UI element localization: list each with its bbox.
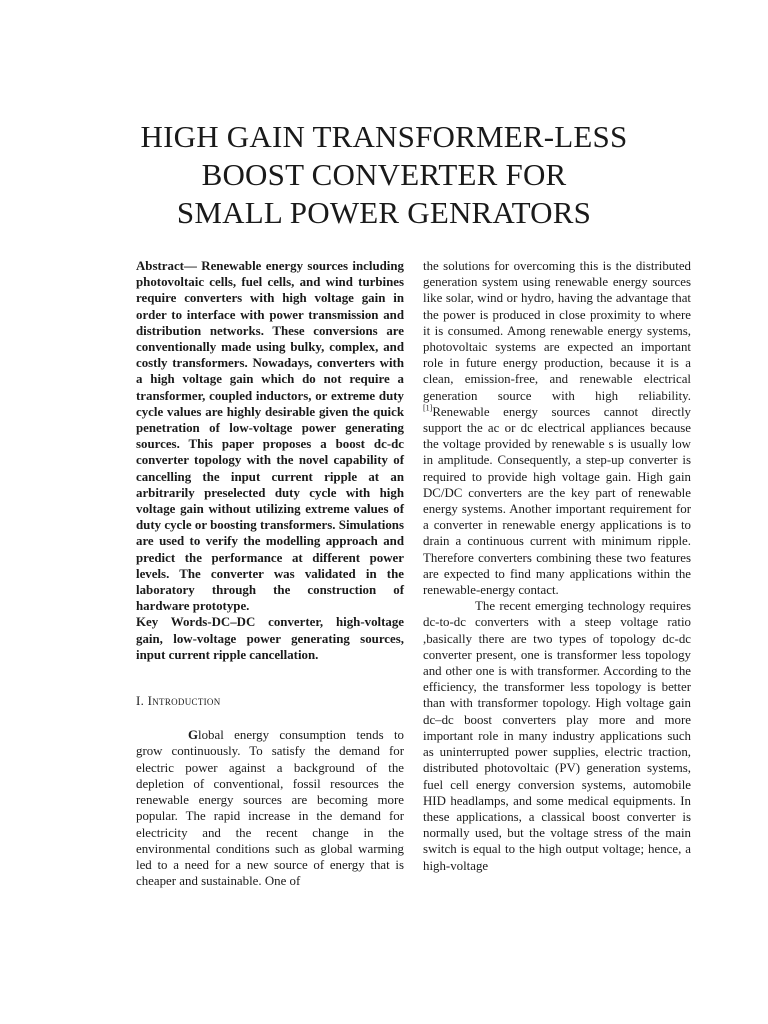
section-heading-introduction: I. Introduction (136, 694, 221, 709)
paper-title (60, 118, 708, 232)
title-line: HIGH GAIN TRANSFORMER-LESS (140, 119, 628, 154)
intro-paragraph (136, 727, 404, 889)
right-column (423, 258, 691, 874)
body-paragraph: The recent emerging technology requires dc-to-dc converters with a steep voltage ratio ,basically there are two types of topology dc-dc converter present, one is transformer less topology and other one is with transformer. According to the efficiency, the transformer less topology is better than with transformer topology. High voltage gain dc–dc boost converters play more and more important role in many industry applications such as uninterrupted power supplies, electric traction, distributed photovoltaic (PV) generation systems, fuel cell energy conversion systems, automobile HID headlamps, and some medical equipments. In these applications, a classical boost converter is normally used, but the voltage stress of the main switch is equal to the high output voltage; hence, a high-voltage (423, 599, 691, 873)
body-paragraph (423, 258, 691, 598)
intro-paragraph-text: lobal energy consumption tends to grow continuously. To satisfy the demand for electric power against a background of the depletion of conventional, fossil resources the renewable energy sources are becoming more popular. The rapid increase in the demand for electricity and the recent change in the environmental conditions such as global warming led to a need for a new source of energy that is cheaper and sustainable. One of (136, 728, 404, 889)
abstract: Abstract— Renewable energy sources including photovoltaic cells, fuel cells, and wind turbines require converters with high voltage gain in order to interface with power transmission and distribution networks. These conversions are conventionally made using bulky, complex, and costly transformers. Nowadays, converters with a high voltage gain which do not require a transformer, coupled inductors, or extreme duty cycle values are highly desirable given the quick penetration of low-voltage power generating sources. This paper proposes a boost dc-dc converter topology with the novel capability of cancelling the input current ripple at an arbitrarily preselected duty cycle with high voltage gain without utilizing extreme values of duty cycle or boosting transformers. Simulations are used to verify the modelling approach and predict the performance at different power levels. The converter was validated in the laboratory through the construction of hardware prototype. (136, 259, 404, 614)
body-text: Renewable energy sources cannot directly support the ac or dc electrical appliances because the voltage provided by renewable s is usually low in amplitude. Consequently, a step-up converter is required to provide high voltage gain. High gain DC/DC converters are the key part of renewable energy systems. Another important requirement for a converter in renewable energy applications is to drain a continuous current with minimum ripple. Therefore converters combining these two features are expected to find many applications within the renewable-energy contact. (423, 404, 691, 598)
citation-ref: [1] (423, 403, 433, 413)
keywords: Key Words-DC–DC converter, high-voltage gain, low-voltage power generating sources, input current ripple cancellation. (136, 615, 404, 662)
title-line: BOOST CONVERTER FOR (201, 157, 567, 192)
body-text: the solutions for overcoming this is the distributed generation system using renewable energy sources like solar, wind or hydro, having the advantage that the power is produced in close proximity to where it is consumed. Among renewable energy systems, photovoltaic systems are expected an important role in future energy production, because it is a clean, emission-free, and renewable electrical generation source with high reliability. (423, 259, 691, 403)
intro-dropcap: G (188, 728, 199, 743)
title-line: SMALL POWER GENRATORS (176, 195, 592, 230)
left-column (136, 258, 404, 889)
